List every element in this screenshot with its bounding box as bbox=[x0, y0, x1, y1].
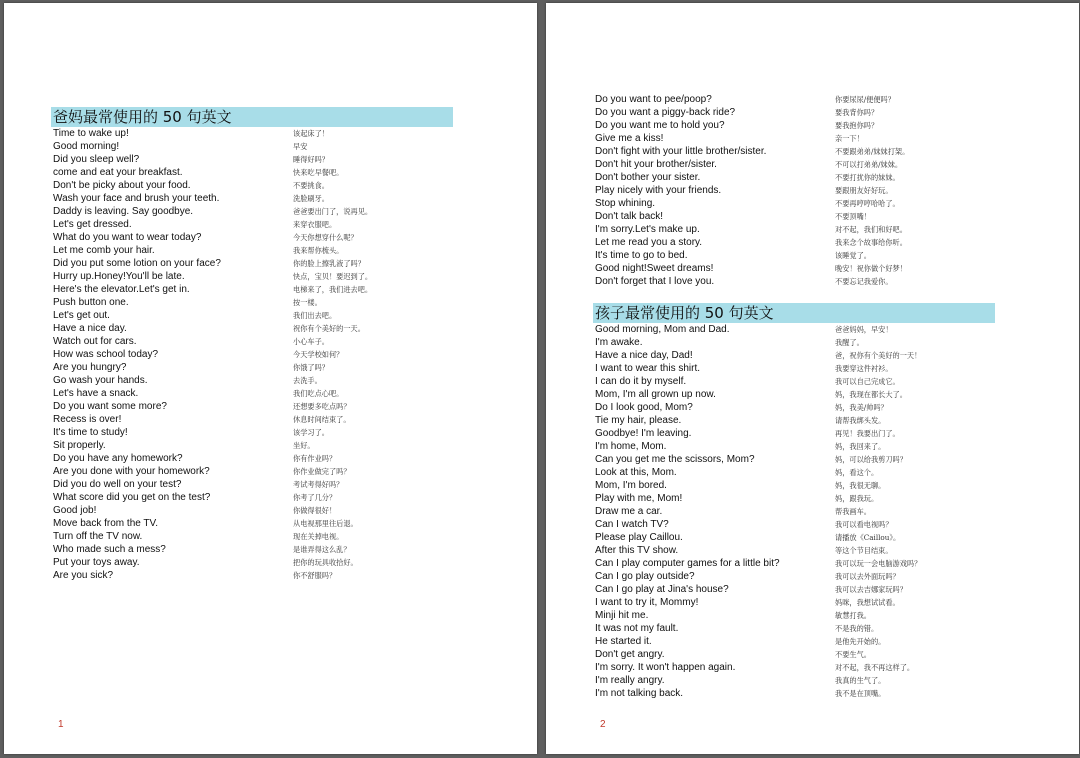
english-phrase: Don't get angry. bbox=[595, 649, 665, 660]
chinese-translation: 你的脸上擦乳液了吗？ bbox=[293, 259, 365, 268]
phrase-row bbox=[53, 127, 493, 140]
chinese-translation: 小心车子。 bbox=[293, 337, 329, 346]
chinese-translation: 妈，我回来了。 bbox=[835, 442, 886, 451]
chinese-translation: 从电视那里往后退。 bbox=[293, 519, 358, 528]
phrase-row bbox=[595, 440, 1035, 453]
chinese-translation: 我不是在顶嘴。 bbox=[835, 689, 886, 698]
chinese-translation: 亲一下！ bbox=[835, 134, 864, 143]
phrase-row bbox=[53, 413, 493, 426]
english-phrase: Let's get out. bbox=[53, 310, 110, 321]
phrase-row bbox=[53, 556, 493, 569]
english-phrase: Play with me, Mom! bbox=[595, 493, 683, 504]
phrase-row bbox=[53, 569, 493, 582]
phrase-row bbox=[595, 197, 1035, 210]
phrase-row bbox=[53, 465, 493, 478]
phrase-row bbox=[53, 309, 493, 322]
chinese-translation: 我来念个故事给你听。 bbox=[835, 238, 907, 247]
chinese-translation: 不要跟弟弟/妹妹打架。 bbox=[835, 147, 910, 156]
chinese-translation: 电梯来了，我们进去吧。 bbox=[293, 285, 373, 294]
phrase-row bbox=[595, 262, 1035, 275]
phrase-row bbox=[53, 491, 493, 504]
english-phrase: Put your toys away. bbox=[53, 557, 140, 568]
phrase-row bbox=[53, 361, 493, 374]
english-phrase: Sit properly. bbox=[53, 440, 106, 451]
english-phrase: Tie my hair, please. bbox=[595, 415, 682, 426]
english-phrase: Can you get me the scissors, Mom? bbox=[595, 454, 755, 465]
page-number: 1 bbox=[58, 719, 64, 730]
chinese-translation: 祝你有个美好的一天。 bbox=[293, 324, 365, 333]
chinese-translation: 不要忘记我爱你。 bbox=[835, 277, 893, 286]
chinese-translation: 早安 bbox=[293, 142, 308, 151]
english-phrase: Please play Caillou. bbox=[595, 532, 683, 543]
chinese-translation: 坐好。 bbox=[293, 441, 315, 450]
phrase-list-children bbox=[595, 323, 1035, 700]
phrase-row bbox=[595, 479, 1035, 492]
phrase-row bbox=[53, 478, 493, 491]
phrase-row bbox=[53, 387, 493, 400]
phrase-row bbox=[53, 426, 493, 439]
english-phrase: Watch out for cars. bbox=[53, 336, 137, 347]
chinese-translation: 爸，祝你有个美好的一天！ bbox=[835, 351, 922, 360]
chinese-translation: 睡得好吗？ bbox=[293, 155, 329, 164]
english-phrase: Minji hit me. bbox=[595, 610, 649, 621]
phrase-row bbox=[53, 283, 493, 296]
chinese-translation: 不要生气。 bbox=[835, 650, 871, 659]
english-phrase: Can I play computer games for a little bit? bbox=[595, 558, 780, 569]
phrase-row bbox=[53, 517, 493, 530]
chinese-translation: 我醒了。 bbox=[835, 338, 864, 347]
english-phrase: Don't hit your brother/sister. bbox=[595, 159, 717, 170]
english-phrase: Did you sleep well? bbox=[53, 154, 140, 165]
chinese-translation: 对不起，我不再这样了。 bbox=[835, 663, 915, 672]
chinese-translation: 不要再哼哼哈哈了。 bbox=[835, 199, 900, 208]
chinese-translation: 该学习了。 bbox=[293, 428, 329, 437]
chinese-translation: 你不舒服吗？ bbox=[293, 571, 337, 580]
phrase-row bbox=[595, 93, 1035, 106]
phrase-list-parents-continued bbox=[595, 93, 1035, 288]
phrase-row bbox=[53, 244, 493, 257]
phrase-row bbox=[595, 388, 1035, 401]
english-phrase: Are you done with your homework? bbox=[53, 466, 210, 477]
english-phrase: Look at this, Mom. bbox=[595, 467, 677, 478]
english-phrase: I'm not talking back. bbox=[595, 688, 684, 699]
english-phrase: Goodbye! I'm leaving. bbox=[595, 428, 692, 439]
chinese-translation: 该睡觉了。 bbox=[835, 251, 871, 260]
english-phrase: Give me a kiss! bbox=[595, 133, 664, 144]
english-phrase: Did you put some lotion on your face? bbox=[53, 258, 221, 269]
chinese-translation: 我可以看电视吗？ bbox=[835, 520, 893, 529]
chinese-translation: 不要打扰你的妹妹。 bbox=[835, 173, 900, 182]
chinese-translation: 我要穿这件衬衫。 bbox=[835, 364, 893, 373]
english-phrase: Daddy is leaving. Say goodbye. bbox=[53, 206, 194, 217]
phrase-row bbox=[595, 158, 1035, 171]
chinese-translation: 等这个节目结束。 bbox=[835, 546, 893, 555]
chinese-translation: 还想要多吃点吗？ bbox=[293, 402, 351, 411]
chinese-translation: 你做得很好！ bbox=[293, 506, 337, 515]
chinese-translation: 请帮我绑头发。 bbox=[835, 416, 886, 425]
english-phrase: Let me read you a story. bbox=[595, 237, 703, 248]
phrase-row bbox=[53, 192, 493, 205]
phrase-row bbox=[595, 145, 1035, 158]
phrase-row bbox=[53, 348, 493, 361]
phrase-row bbox=[595, 518, 1035, 531]
english-phrase: Good job! bbox=[53, 505, 97, 516]
phrase-row bbox=[595, 362, 1035, 375]
chinese-translation: 妈，我美/帅吗？ bbox=[835, 403, 888, 412]
english-phrase: It's time to go to bed. bbox=[595, 250, 688, 261]
phrase-row bbox=[53, 231, 493, 244]
chinese-translation: 妈，看这个。 bbox=[835, 468, 879, 477]
phrase-row bbox=[595, 570, 1035, 583]
chinese-translation: 妈，我很无聊。 bbox=[835, 481, 886, 490]
english-phrase: How was school today? bbox=[53, 349, 159, 360]
phrase-row bbox=[595, 336, 1035, 349]
english-phrase: Let's have a snack. bbox=[53, 388, 139, 399]
chinese-translation: 爸爸要出门了，说再见。 bbox=[293, 207, 373, 216]
chinese-translation: 请播放《Caillou》。 bbox=[835, 533, 901, 542]
english-phrase: I want to wear this shirt. bbox=[595, 363, 701, 374]
phrase-row bbox=[595, 531, 1035, 544]
chinese-translation: 今天学校如何？ bbox=[293, 350, 344, 359]
english-phrase: I'm awake. bbox=[595, 337, 643, 348]
chinese-translation: 你作业做完了吗？ bbox=[293, 467, 351, 476]
english-phrase: Are you hungry? bbox=[53, 362, 127, 373]
chinese-translation: 考试考得好吗？ bbox=[293, 480, 344, 489]
phrase-row bbox=[53, 179, 493, 192]
chinese-translation: 快点，宝贝！要迟到了。 bbox=[293, 272, 373, 281]
chinese-translation: 你有作业吗？ bbox=[293, 454, 337, 463]
english-phrase: Do you want some more? bbox=[53, 401, 167, 412]
phrase-row bbox=[53, 504, 493, 517]
chinese-translation: 妈，跟我玩。 bbox=[835, 494, 879, 503]
english-phrase: Did you do well on your test? bbox=[53, 479, 182, 490]
chinese-translation: 该起床了！ bbox=[293, 129, 329, 138]
phrase-row bbox=[595, 544, 1035, 557]
chinese-translation: 我可以去外面玩吗？ bbox=[835, 572, 900, 581]
english-phrase: Move back from the TV. bbox=[53, 518, 159, 529]
chinese-translation: 要跟朋友好好玩。 bbox=[835, 186, 893, 195]
english-phrase: Good night!Sweet dreams! bbox=[595, 263, 714, 274]
english-phrase: Do you have any homework? bbox=[53, 453, 183, 464]
chinese-translation: 妈咪，我想试试看。 bbox=[835, 598, 900, 607]
chinese-translation: 妈，我现在都长大了。 bbox=[835, 390, 907, 399]
phrase-row bbox=[595, 596, 1035, 609]
english-phrase: After this TV show. bbox=[595, 545, 679, 556]
phrase-row bbox=[595, 132, 1035, 145]
english-phrase: Play nicely with your friends. bbox=[595, 185, 722, 196]
english-phrase: Do I look good, Mom? bbox=[595, 402, 693, 413]
phrase-row bbox=[595, 349, 1035, 362]
document-page-2 bbox=[546, 3, 1079, 754]
chinese-translation: 不要挑食。 bbox=[293, 181, 329, 190]
phrase-row bbox=[595, 622, 1035, 635]
english-phrase: Wash your face and brush your teeth. bbox=[53, 193, 220, 204]
chinese-translation: 你饿了吗？ bbox=[293, 363, 329, 372]
phrase-row bbox=[53, 530, 493, 543]
chinese-translation: 把你的玩具收拾好。 bbox=[293, 558, 358, 567]
chinese-translation: 是他先开始的。 bbox=[835, 637, 886, 646]
english-phrase: Go wash your hands. bbox=[53, 375, 148, 386]
chinese-translation: 我可以去吉娜家玩吗？ bbox=[835, 585, 907, 594]
phrase-row bbox=[595, 466, 1035, 479]
phrase-row bbox=[53, 166, 493, 179]
english-phrase: What score did you get on the test? bbox=[53, 492, 211, 503]
chinese-translation: 再见！我要出门了。 bbox=[835, 429, 900, 438]
document-page-1 bbox=[4, 3, 537, 754]
phrase-row bbox=[595, 249, 1035, 262]
phrase-row bbox=[595, 492, 1035, 505]
phrase-row bbox=[53, 153, 493, 166]
chinese-translation: 帮我画车。 bbox=[835, 507, 871, 516]
phrase-row bbox=[53, 452, 493, 465]
phrase-list-parents bbox=[53, 127, 493, 582]
section-title-children: 孩子最常使用的 50 句英文 bbox=[593, 303, 995, 323]
section-title-parents: 爸妈最常使用的 50 句英文 bbox=[51, 107, 453, 127]
english-phrase: I want to try it, Mommy! bbox=[595, 597, 699, 608]
chinese-translation: 爸爸妈妈，早安！ bbox=[835, 325, 893, 334]
chinese-translation: 要我背你吗？ bbox=[835, 108, 879, 117]
english-phrase: What do you want to wear today? bbox=[53, 232, 202, 243]
chinese-translation: 休息时间结束了。 bbox=[293, 415, 351, 424]
chinese-translation: 你要尿尿/便便吗？ bbox=[835, 95, 895, 104]
english-phrase: Don't bother your sister. bbox=[595, 172, 701, 183]
phrase-row bbox=[595, 106, 1035, 119]
phrase-row bbox=[595, 236, 1035, 249]
english-phrase: It was not my fault. bbox=[595, 623, 679, 634]
english-phrase: Let me comb your hair. bbox=[53, 245, 155, 256]
phrase-row bbox=[595, 275, 1035, 288]
page-number: 2 bbox=[600, 719, 606, 730]
phrase-row bbox=[595, 648, 1035, 661]
chinese-translation: 不要顶嘴！ bbox=[835, 212, 871, 221]
english-phrase: Are you sick? bbox=[53, 570, 114, 581]
english-phrase: Have a nice day, Dad! bbox=[595, 350, 693, 361]
phrase-row bbox=[53, 205, 493, 218]
chinese-translation: 洗脸刷牙。 bbox=[293, 194, 329, 203]
chinese-translation: 我们出去吧。 bbox=[293, 311, 337, 320]
chinese-translation: 不是我的错。 bbox=[835, 624, 879, 633]
english-phrase: Mom, I'm bored. bbox=[595, 480, 667, 491]
chinese-translation: 我可以玩一会电脑游戏吗？ bbox=[835, 559, 922, 568]
english-phrase: Hurry up.Honey!You'll be late. bbox=[53, 271, 185, 282]
phrase-row bbox=[595, 674, 1035, 687]
english-phrase: Recess is over! bbox=[53, 414, 122, 425]
english-phrase: Don't be picky about your food. bbox=[53, 180, 191, 191]
english-phrase: I'm sorry.Let's make up. bbox=[595, 224, 700, 235]
chinese-translation: 快来吃早餐吧。 bbox=[293, 168, 344, 177]
english-phrase: Who made such a mess? bbox=[53, 544, 166, 555]
phrase-row bbox=[595, 414, 1035, 427]
english-phrase: Draw me a car. bbox=[595, 506, 663, 517]
chinese-translation: 是谁弄得这么乱？ bbox=[293, 545, 351, 554]
english-phrase: Stop whining. bbox=[595, 198, 656, 209]
phrase-row bbox=[595, 453, 1035, 466]
english-phrase: Can I go play at Jina's house? bbox=[595, 584, 729, 595]
english-phrase: Do you want a piggy-back ride? bbox=[595, 107, 736, 118]
english-phrase: Turn off the TV now. bbox=[53, 531, 143, 542]
chinese-translation: 我可以自己完成它。 bbox=[835, 377, 900, 386]
english-phrase: come and eat your breakfast. bbox=[53, 167, 183, 178]
english-phrase: I'm sorry. It won't happen again. bbox=[595, 662, 736, 673]
english-phrase: Push button one. bbox=[53, 297, 129, 308]
english-phrase: It's time to study! bbox=[53, 427, 128, 438]
chinese-translation: 要我抱你吗？ bbox=[835, 121, 879, 130]
phrase-row bbox=[53, 400, 493, 413]
english-phrase: I can do it by myself. bbox=[595, 376, 687, 387]
phrase-row bbox=[53, 257, 493, 270]
chinese-translation: 妈，可以给我剪刀吗？ bbox=[835, 455, 907, 464]
phrase-row bbox=[595, 119, 1035, 132]
phrase-row bbox=[595, 635, 1035, 648]
phrase-row bbox=[595, 184, 1035, 197]
english-phrase: Let's get dressed. bbox=[53, 219, 132, 230]
english-phrase: He started it. bbox=[595, 636, 652, 647]
english-phrase: Can I watch TV? bbox=[595, 519, 669, 530]
phrase-row bbox=[595, 223, 1035, 236]
phrase-row bbox=[595, 609, 1035, 622]
english-phrase: Good morning! bbox=[53, 141, 120, 152]
phrase-row bbox=[595, 171, 1035, 184]
phrase-row bbox=[53, 335, 493, 348]
chinese-translation: 今天你想穿什么呢？ bbox=[293, 233, 358, 242]
phrase-row bbox=[595, 505, 1035, 518]
phrase-row bbox=[595, 401, 1035, 414]
chinese-translation: 不可以打弟弟/妹妹。 bbox=[835, 160, 903, 169]
english-phrase: I'm home, Mom. bbox=[595, 441, 667, 452]
english-phrase: Time to wake up! bbox=[53, 128, 129, 139]
phrase-row bbox=[53, 270, 493, 283]
phrase-row bbox=[595, 210, 1035, 223]
phrase-row bbox=[53, 140, 493, 153]
phrase-row bbox=[595, 323, 1035, 336]
phrase-row bbox=[53, 374, 493, 387]
chinese-translation: 对不起，我们和好吧。 bbox=[835, 225, 907, 234]
english-phrase: Do you want to pee/poop? bbox=[595, 94, 712, 105]
chinese-translation: 你考了几分？ bbox=[293, 493, 337, 502]
phrase-row bbox=[595, 427, 1035, 440]
chinese-translation: 晚安！祝你做个好梦！ bbox=[835, 264, 907, 273]
english-phrase: Can I go play outside? bbox=[595, 571, 695, 582]
phrase-row bbox=[53, 218, 493, 231]
phrase-row bbox=[595, 557, 1035, 570]
english-phrase: Don't talk back! bbox=[595, 211, 664, 222]
phrase-row bbox=[53, 322, 493, 335]
chinese-translation: 现在关掉电视。 bbox=[293, 532, 344, 541]
chinese-translation: 我来帮你梳头。 bbox=[293, 246, 344, 255]
english-phrase: I'm really angry. bbox=[595, 675, 665, 686]
chinese-translation: 来穿衣服吧。 bbox=[293, 220, 337, 229]
phrase-row bbox=[595, 375, 1035, 388]
english-phrase: Good morning, Mom and Dad. bbox=[595, 324, 730, 335]
phrase-row bbox=[595, 583, 1035, 596]
chinese-translation: 我们吃点心吧。 bbox=[293, 389, 344, 398]
chinese-translation: 我真的生气了。 bbox=[835, 676, 886, 685]
english-phrase: Have a nice day. bbox=[53, 323, 127, 334]
phrase-row bbox=[53, 439, 493, 452]
english-phrase: Don't forget that I love you. bbox=[595, 276, 715, 287]
english-phrase: Mom, I'm all grown up now. bbox=[595, 389, 716, 400]
chinese-translation: 敏慧打我。 bbox=[835, 611, 871, 620]
phrase-row bbox=[53, 296, 493, 309]
chinese-translation: 去洗手。 bbox=[293, 376, 322, 385]
english-phrase: Don't fight with your little brother/sister. bbox=[595, 146, 767, 157]
english-phrase: Here's the elevator.Let's get in. bbox=[53, 284, 190, 295]
chinese-translation: 按一楼。 bbox=[293, 298, 322, 307]
phrase-row bbox=[595, 661, 1035, 674]
phrase-row bbox=[595, 687, 1035, 700]
english-phrase: Do you want me to hold you? bbox=[595, 120, 725, 131]
phrase-row bbox=[53, 543, 493, 556]
